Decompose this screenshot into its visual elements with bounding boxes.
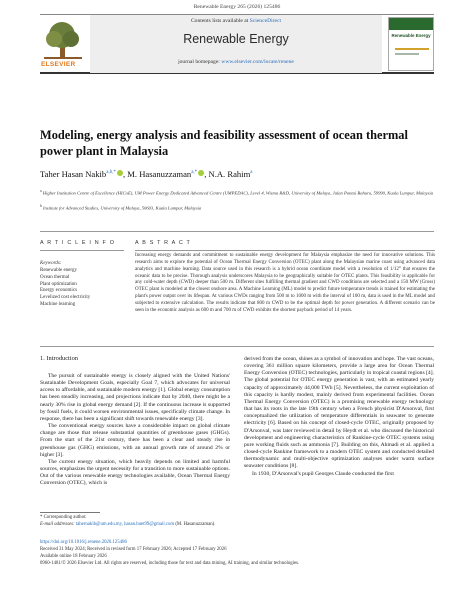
- author-name[interactable]: Taher Hasan Nakib: [40, 169, 107, 179]
- footnotes: [40, 515, 434, 528]
- journal-reference: Renewable Energy 265 (2026) 125486: [193, 4, 281, 10]
- email-line: E-mail addresses: tahernakib@um.edu.my, hasan.buet99@gmail.com (M. Hasanuzzaman).: [40, 521, 216, 527]
- history-line: Received 31 May 2024; Received in revised form 17 February 2026; Accepted 17 February 2026: [40, 547, 227, 552]
- abstract-text: Increasing energy demands and commitment to sustainable energy development for Malaysia emphasize the need for innovative solutions. This research aims to explore the potential of Ocean Thermal Energy Conversion (OTEC) plant along the Malaysian marine coast using advanced data analytics and machine learning. Data source used in this research is a hybrid ocean coordinate model with a resolution of 1/12° that ensures the oceanic data to be precise. Thorough analysis underscores Malaysia to be geographically suitable for OTEC plants. This feasibility is applicable for any cold-water depth (CWD) deeper than 500 m. Different sites fulfilling thermal gradient and CWD conditions are selected and a 150 MW (Gross) OTEC plant is modeled at the closest onshore area. A Machine Learning (ML) model to predict future temperature trends is trained for estimating the plant's power output over its lifespan. At various CWDs ranging from 500 m to 1000 m with the interval of 100 m, data is used in the ML model and subjected to extensive calculation. The results indicate that 800 m CWD to be the optimal depth for power generation. A different scenario can be seen in the economic analysis as 600 m and 700 m of CWD exhibits the shortest payback period of 14 years.: [135, 253, 435, 313]
- author-list: Taher Hasan Nakib$^{a,b,*}$ , M. Hasanuzzaman$^{a,*}$ , N.A. Rahim$^a$: [40, 169, 253, 179]
- divider: [135, 250, 435, 251]
- journal-cover-thumbnail: [388, 17, 434, 71]
- divider: [40, 231, 434, 232]
- author-name[interactable]: M. Hasanuzzaman: [127, 169, 192, 179]
- keyword: Levelized cost electricity: [40, 295, 91, 301]
- keyword: Machine learning: [40, 301, 76, 307]
- divider: [40, 250, 124, 251]
- masthead: [40, 14, 434, 74]
- keyword-list: [40, 268, 124, 309]
- email-links[interactable]: tahernakib@um.edu.my, hasan.buet99@gmail.com: [75, 521, 175, 527]
- body-column-right: [244, 356, 434, 478]
- keywords-heading: Keywords:: [40, 261, 62, 266]
- paragraph: In 1930, D'Arsonval's pupil Georges Claude conducted the first: [252, 470, 394, 477]
- journal-banner: [90, 15, 382, 73]
- paragraph: The current energy situation, which heavily depends on limited and harmful sources, emphasizes the urgent necessity for a transition to more sustainable options. Out of the various renewable energy technologies available, Ocean Thermal Energy Conversion (OTEC), which is: [40, 458, 230, 487]
- availability-line: Available online 18 February 2026: [40, 554, 107, 559]
- affiliation: $^a$ Higher Institution Centre of Excellence (HICoE), UM Power Energy Dedicated Advanced Centre (UMPEDAC), Level 4, Wisma R&D, University of Malaya, Jalan Pantai Baharu, 59990, Kuala Lumpur, Malaysia: [40, 189, 434, 196]
- publication-details: [40, 539, 434, 567]
- body-column-left: [40, 373, 230, 488]
- journal-homepage-link[interactable]: www.elsevier.com/locate/renene: [221, 59, 294, 65]
- contents-line: Contents lists available at ScienceDirect: [190, 18, 282, 24]
- affiliation: $^b$ Institute for Advanced Studies, University of Malaya, 50603, Kuala Lumpur, Malaysia: [40, 204, 202, 211]
- sciencedirect-link[interactable]: ScienceDirect: [249, 18, 282, 24]
- journal-name: Renewable Energy: [183, 32, 289, 46]
- paragraph: derived from the ocean, shines as a symbol of innovation and hope. The vast oceans, covering 361 million square kilometers, provide a large area for Ocean Thermal Energy Conversion (OTEC) technologies, particularly in tropical coastal regions [4]. The global potential for OTEC energy generation is vast, with an estimated yearly capacity of approximately 44,000 TWh [5]. Nevertheless, the current exploitation of this capacity is hardly modest, mainly derived from experimental facilities. Ocean Thermal Energy Conversion (OTEC) is a promising renewable energy technology that has its roots in the late 19th century when a French physicist D'Arsonval, first conceptualized the utilization of temperature differentials in seawater to generate electricity [6]. Based on his concept of closed-cycle OTEC, originally proposed by D'Arsonval, was later reviewed in detail by Heydt et al. who discussed the historical development and engineering characteristics of Rankine-cycle OTEC systems using pure working fluids such as ammonia [7]. Building on this, Ahmadi et al. applied a closed-cycle Rankine framework to a modern OTEC system and conducted detailed thermodynamic and multi-objective optimization analyses under warm surface seawater conditions [8].: [244, 356, 434, 470]
- divider: [40, 346, 434, 347]
- publisher-name: ELSEVIER: [41, 61, 76, 68]
- homepage-line: journal homepage: www.elsevier.com/locate/renene: [178, 59, 294, 65]
- cover-title: Renewable Energy: [391, 33, 431, 38]
- footnote-divider: [40, 512, 100, 513]
- copyright-line: 0960-1481/© 2026 Elsevier Ltd. All rights are reserved, including those for text and data mining, AI training, and similar technologies.: [40, 561, 300, 566]
- article-title: Modeling, energy analysis and feasibility assessment of ocean thermal power plant in Malaysia: [40, 128, 408, 158]
- abstract-heading: A B S T R A C T: [135, 240, 192, 246]
- paragraph: The conventional energy sources have a considerable impact on global climate change are those that release substantial quantities of greenhouse gases (GHGs). From the start of the 21st century, there has been a clear and steady rise in greenhouse gas (GHG) emissions, with an annual growth rate of around 2% or higher [3].: [40, 423, 230, 458]
- author-name[interactable]: N.A. Rahim: [208, 169, 251, 179]
- keyword: Renewable energy: [40, 268, 77, 273]
- orcid-icon[interactable]: [117, 170, 123, 176]
- orcid-icon[interactable]: [198, 170, 204, 176]
- doi-link[interactable]: https://doi.org/10.1016/j.renene.2026.125486: [40, 540, 127, 545]
- paragraph: The pursuit of sustainable energy is closely aligned with the United Nations' Sustainable Development Goals, especially Goal 7, which advocates for universal access to affordable, and sustainable modern energy [1]. Global energy consumption has been steadily increasing, and projections indicate that by 2040, there might be a nearly 30% rise in global energy demand [2]. If the continuous increase is supported by fossil fuels, it could worsen environmental issues, specifically climate change. In response, there has been a significant shift towards renewable energy [3].: [40, 373, 230, 422]
- corresponding-author-note: * Corresponding author.: [40, 515, 87, 520]
- keyword: Ocean thermal: [40, 274, 70, 280]
- article-info-heading: A R T I C L E I N F O: [40, 240, 116, 246]
- section-heading: 1. Introduction: [40, 355, 78, 362]
- keyword: Energy economics: [40, 288, 77, 294]
- keyword: Plant optimization: [40, 281, 77, 287]
